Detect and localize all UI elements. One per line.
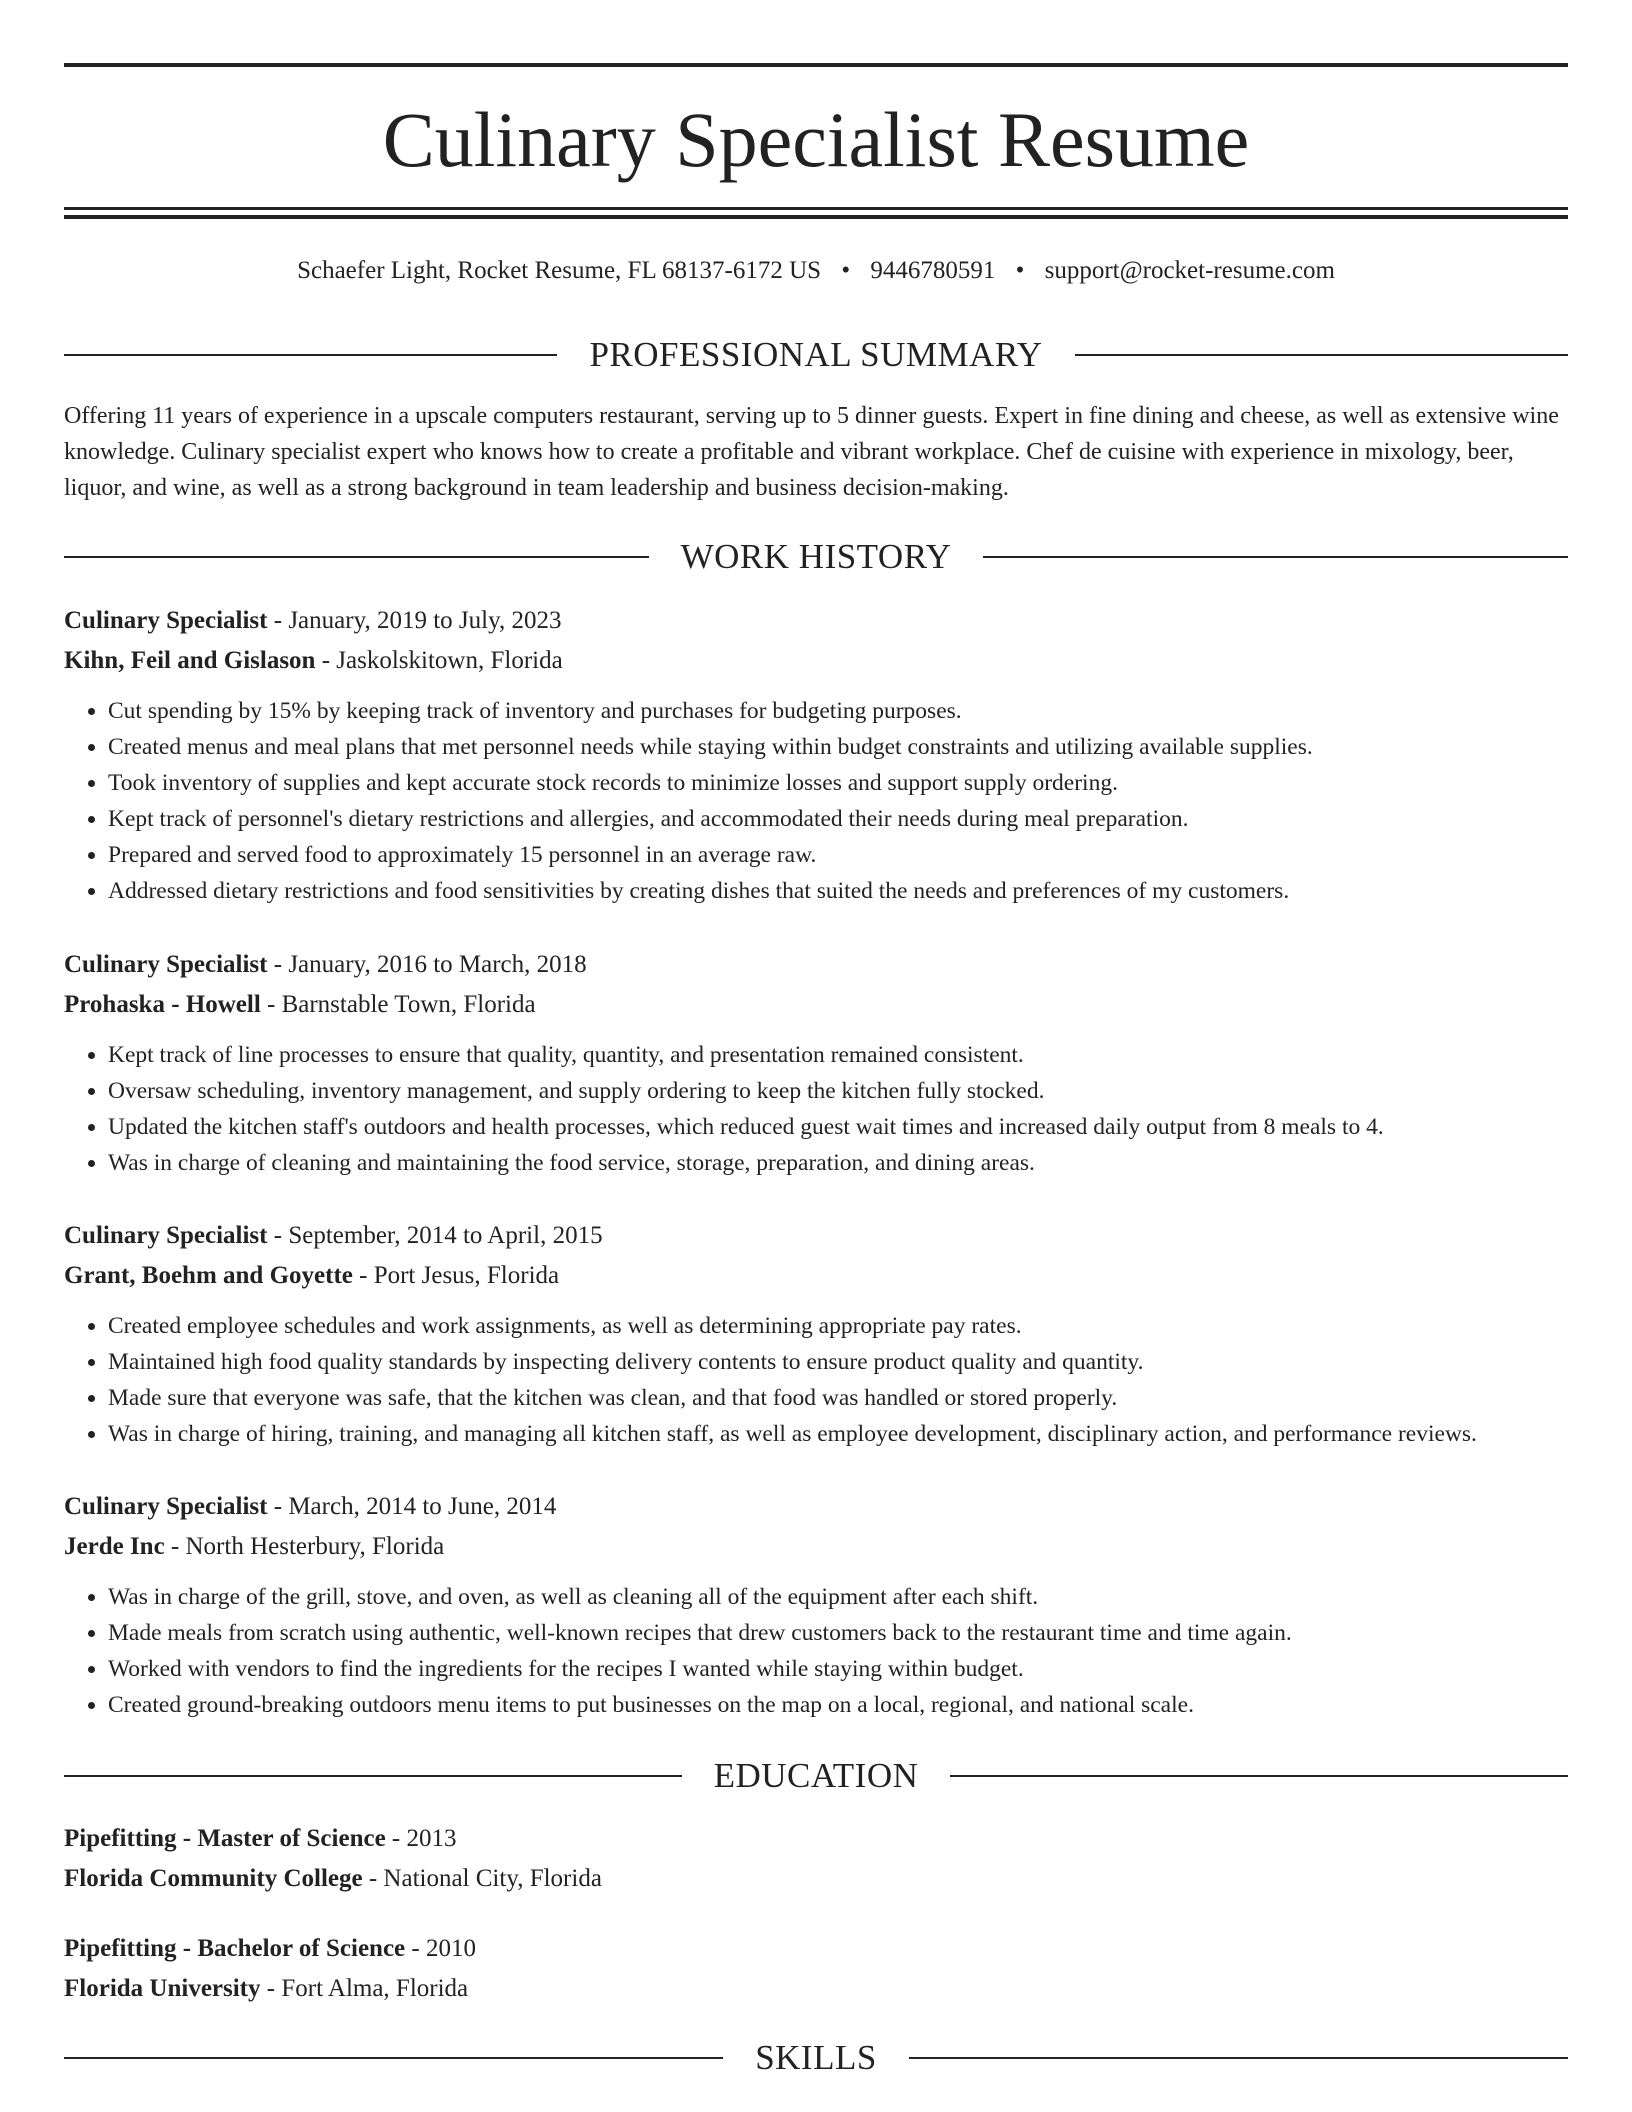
job-bullet: • Was in charge of hiring, training, and managing all kitchen staff, as well as employee development, disciplinary action, and performance reviews. bbox=[108, 1416, 1568, 1452]
page-title: Culinary Specialist Resume bbox=[382, 96, 1250, 183]
job-bullet: • Made meals from scratch using authentic, well-known recipes that drew customers back to the restaurant time and time again. bbox=[108, 1615, 1568, 1651]
job-bullet: • Took inventory of supplies and kept accurate stock records to minimize losses and support supply ordering. bbox=[108, 765, 1568, 801]
job-bullets bbox=[64, 1308, 1568, 1452]
work-entry bbox=[64, 945, 1568, 1181]
job-bullet: • Worked with vendors to find the ingredients for the recipes I wanted while staying within budget. bbox=[108, 1651, 1568, 1687]
job-title: Culinary Specialist bbox=[64, 1493, 268, 1520]
job-bullet: • Created ground-breaking outdoors menu items to put businesses on the map on a local, regional, and national scale. bbox=[108, 1687, 1568, 1723]
job-bullet: • Was in charge of cleaning and maintaining the food service, storage, preparation, and dining areas. bbox=[108, 1145, 1568, 1181]
company-location: - North Hesterbury, Florida bbox=[164, 1533, 445, 1560]
section-heading-work bbox=[64, 535, 1568, 579]
heading-rule bbox=[909, 2057, 1568, 2059]
heading-rule bbox=[1075, 354, 1568, 356]
section-title: SKILLS bbox=[755, 2038, 877, 2077]
heading-rule bbox=[950, 1775, 1568, 1777]
job-dates: - January, 2019 to July, 2023 bbox=[267, 607, 562, 634]
heading-rule bbox=[64, 354, 557, 356]
job-bullet: • Oversaw scheduling, inventory management, and supply ordering to keep the kitchen fully stocked. bbox=[108, 1073, 1568, 1109]
summary-text: Offering 11 years of experience in a upscale computers restaurant, serving up to 5 dinner guests. Expert in fine dining and cheese, as well as extensive wine knowledge. Culinary specialist expert who knows how to create a profitable and vibrant workplace. Chef de cuisine with experience in mixology, beer, liquor, and wine, as well as a strong background in team leadership and business decision-making. bbox=[64, 403, 1559, 501]
job-bullet: • Created menus and meal plans that met personnel needs while staying within budget constraints and utilizing available supplies. bbox=[108, 729, 1568, 765]
company-location: - Port Jesus, Florida bbox=[352, 1262, 560, 1289]
company-name: Grant, Boehm and Goyette bbox=[64, 1262, 353, 1289]
heading-rule bbox=[983, 556, 1568, 558]
job-bullet: • Cut spending by 15% by keeping track of inventory and purchases for budgeting purposes. bbox=[108, 693, 1568, 729]
heading-rule bbox=[64, 1775, 682, 1777]
job-bullet: • Updated the kitchen staff's outdoors and health processes, which reduced guest wait times and increased daily output from 8 meals to 4. bbox=[108, 1109, 1568, 1145]
work-entry bbox=[64, 1216, 1568, 1452]
company-location: - Barnstable Town, Florida bbox=[260, 991, 536, 1018]
job-bullet: • Was in charge of the grill, stove, and oven, as well as cleaning all of the equipment after each shift. bbox=[108, 1579, 1568, 1615]
job-bullet: • Made sure that everyone was safe, that the kitchen was clean, and that food was handled or stored properly. bbox=[108, 1380, 1568, 1416]
contact-email: support@rocket-resume.com bbox=[1044, 257, 1335, 284]
degree-name: Pipefitting - Bachelor of Science bbox=[64, 1935, 406, 1962]
contact-phone: 9446780591 bbox=[870, 257, 996, 284]
education-entry bbox=[64, 1819, 1568, 1899]
section-title: EDUCATION bbox=[713, 1756, 919, 1795]
job-title: Culinary Specialist bbox=[64, 1222, 268, 1249]
section-heading-education bbox=[64, 1754, 1568, 1798]
contact-line bbox=[64, 254, 1568, 288]
school-name: Florida Community College bbox=[64, 1865, 363, 1892]
job-bullet: • Created employee schedules and work assignments, as well as determining appropriate pay rates. bbox=[108, 1308, 1568, 1344]
job-bullet: • Prepared and served food to approximately 15 personnel in an average raw. bbox=[108, 837, 1568, 873]
job-title: Culinary Specialist bbox=[64, 607, 268, 634]
school-location: - National City, Florida bbox=[362, 1865, 602, 1892]
heading-rule bbox=[64, 556, 649, 558]
company-location: - Jaskolskitown, Florida bbox=[315, 647, 563, 674]
company-name: Kihn, Feil and Gislason bbox=[64, 647, 316, 674]
job-bullet: • Kept track of line processes to ensure that quality, quantity, and presentation remained consistent. bbox=[108, 1037, 1568, 1073]
section-heading-summary bbox=[64, 333, 1568, 377]
job-bullets bbox=[64, 1579, 1568, 1723]
school-name: Florida University bbox=[64, 1975, 261, 2002]
work-entry bbox=[64, 601, 1568, 909]
job-bullet: • Kept track of personnel's dietary restrictions and allergies, and accommodated their needs during meal preparation. bbox=[108, 801, 1568, 837]
company-name: Prohaska - Howell bbox=[64, 991, 261, 1018]
work-entry bbox=[64, 1487, 1568, 1723]
school-location: - Fort Alma, Florida bbox=[260, 1975, 469, 2002]
title-rule-upper bbox=[64, 207, 1568, 210]
top-rule bbox=[64, 63, 1568, 67]
degree-name: Pipefitting - Master of Science bbox=[64, 1825, 386, 1852]
contact-separator: • bbox=[1015, 257, 1025, 284]
job-dates: - September, 2014 to April, 2015 bbox=[267, 1222, 603, 1249]
degree-year: - 2013 bbox=[385, 1825, 457, 1852]
job-dates: - March, 2014 to June, 2014 bbox=[267, 1493, 557, 1520]
job-title: Culinary Specialist bbox=[64, 951, 268, 978]
section-title: PROFESSIONAL SUMMARY bbox=[589, 335, 1043, 374]
degree-year: - 2010 bbox=[405, 1935, 476, 1962]
section-title: WORK HISTORY bbox=[680, 537, 952, 576]
job-bullet: • Addressed dietary restrictions and food sensitivities by creating dishes that suited the needs and preferences of my customers. bbox=[108, 873, 1568, 909]
section-heading-skills bbox=[64, 2036, 1568, 2080]
job-bullets bbox=[64, 1037, 1568, 1181]
company-name: Jerde Inc bbox=[64, 1533, 165, 1560]
contact-address: Schaefer Light, Rocket Resume, FL 68137-6172 US bbox=[297, 257, 822, 284]
heading-rule bbox=[64, 2057, 723, 2059]
contact-separator: • bbox=[841, 257, 851, 284]
job-dates: - January, 2016 to March, 2018 bbox=[267, 951, 587, 978]
title-rule-lower bbox=[64, 215, 1568, 219]
job-bullet: • Maintained high food quality standards by inspecting delivery contents to ensure product quality and quantity. bbox=[108, 1344, 1568, 1380]
education-entry bbox=[64, 1929, 1568, 2009]
job-bullets bbox=[64, 693, 1568, 909]
